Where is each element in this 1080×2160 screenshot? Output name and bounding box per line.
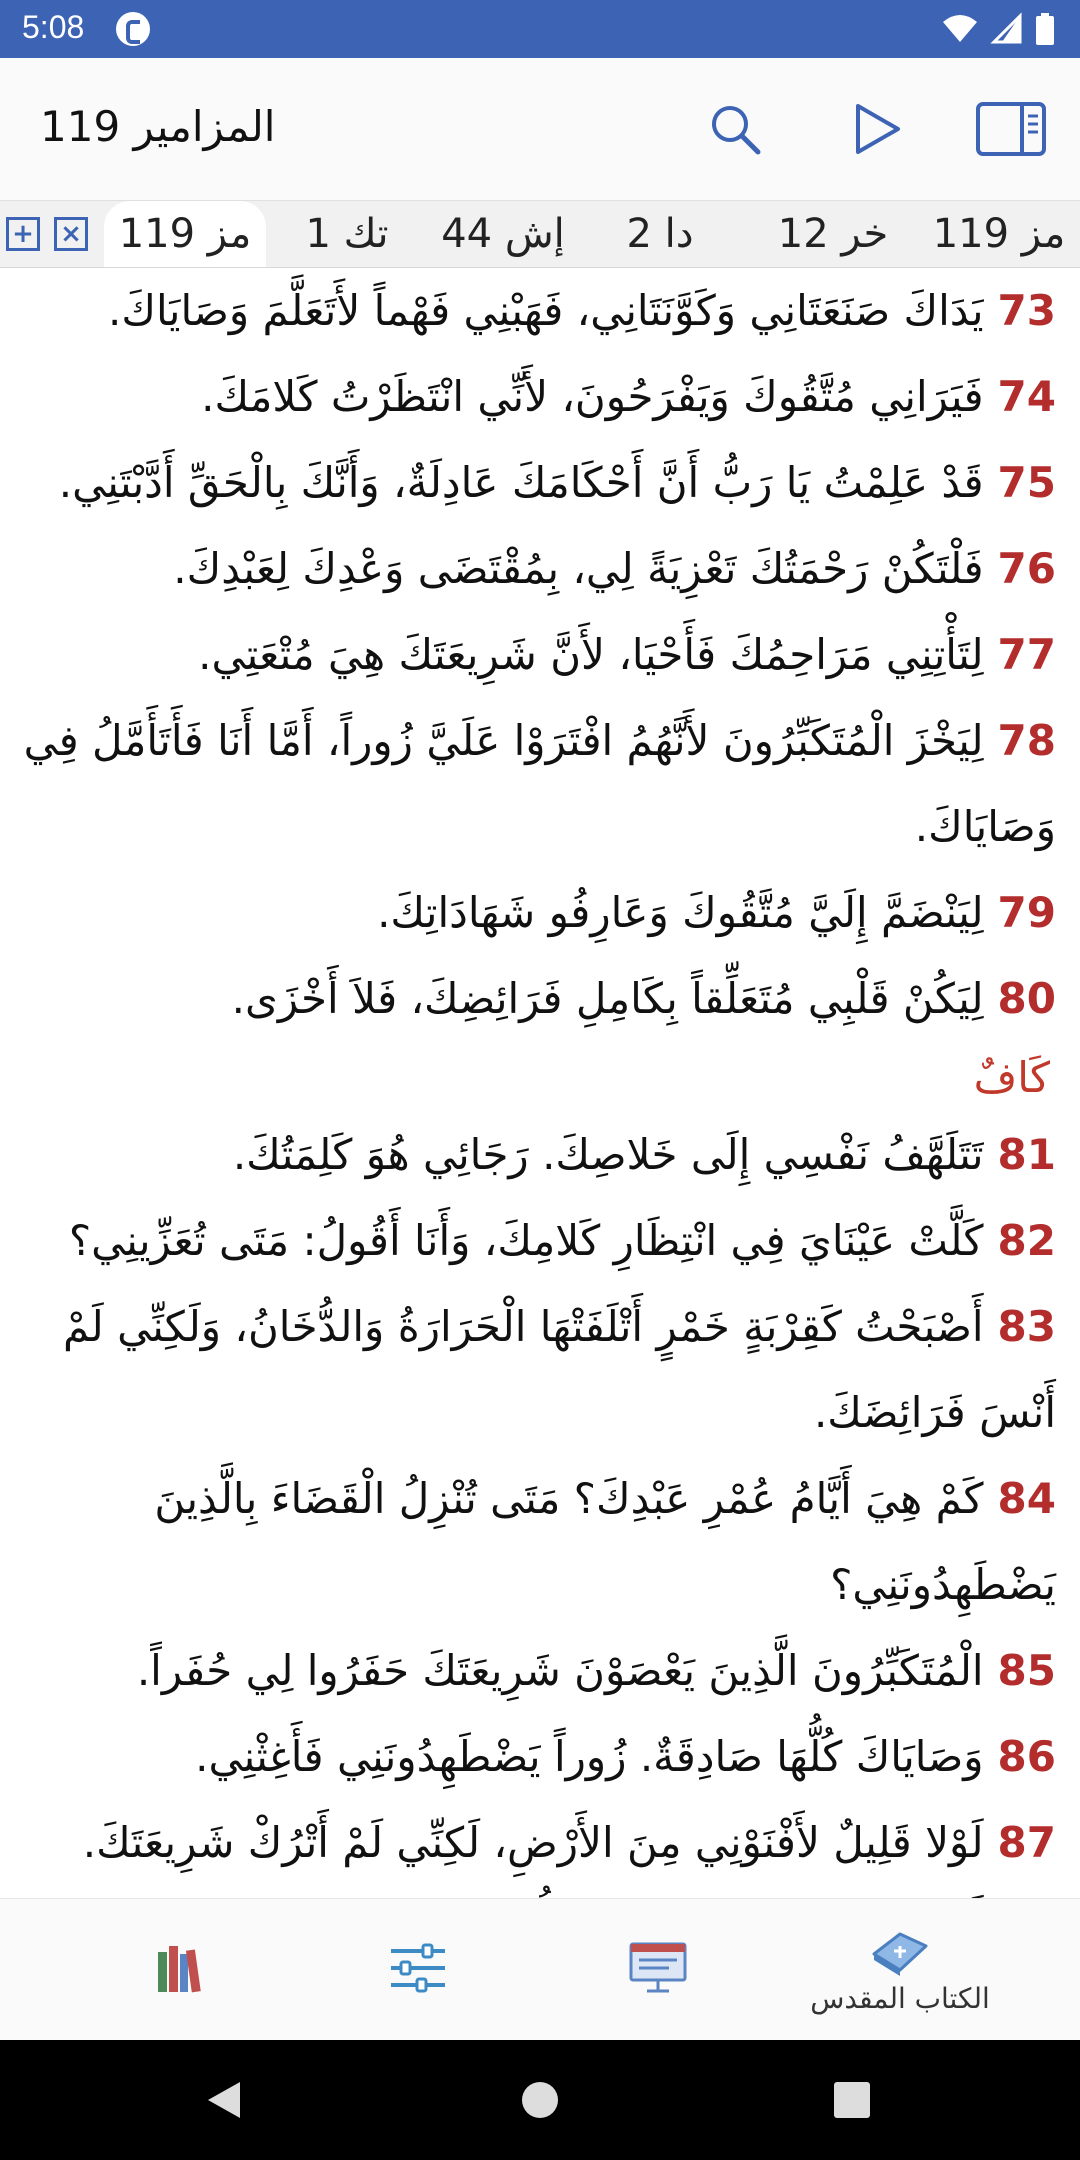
verse-text: لِيَخْزَ الْمُتَكَبِّرُونَ لأَنَّهُمُ افْتَرَوْا عَلَيَّ زُوراً، أَمَّا أَنَا فَأَتَأَمَّلُ فِي وَصَايَاكَ. [23, 716, 1056, 851]
verse-number: 81 [997, 1130, 1056, 1179]
verse[interactable] [16, 1198, 1056, 1284]
nav-settings[interactable] [318, 1899, 518, 2041]
presentation-icon [629, 1942, 687, 1994]
tab-bar [0, 200, 1080, 268]
play-button[interactable] [842, 96, 912, 162]
page-title[interactable]: المزامير 119 [40, 102, 276, 151]
sidebar-toggle-button[interactable] [976, 96, 1046, 162]
verse-text: كَمْ هِيَ أَيَّامُ عُمْرِ عَبْدِكَ؟ مَتَى تُنْزِلُ الْقَضَاءَ بِالَّذِينَ يَضْطَهِدُونَنِي؟ [154, 1474, 1056, 1609]
back-icon [204, 2078, 244, 2122]
library-icon [156, 1942, 200, 1994]
verse-text: تَتَلَهَّفُ نَفْسِي إِلَى خَلاصِكَ. رَجَائِي هُوَ كَلِمَتُكَ. [232, 1130, 984, 1179]
search-button[interactable] [700, 96, 770, 162]
verse[interactable] [16, 1456, 1056, 1628]
bible-icon [870, 1926, 930, 1978]
tab-item[interactable]: إش 44 [441, 211, 565, 257]
status-bar [0, 0, 1080, 58]
verse-text: لِتَأْتِنِي مَرَاحِمُكَ فَأَحْيَا، لأَنَّ شَرِيعَتَكَ هِيَ مُتْعَتِي. [198, 630, 984, 679]
verse[interactable] [16, 698, 1056, 870]
verse-number: 79 [997, 888, 1056, 937]
verse[interactable] [16, 354, 1056, 440]
app-header [0, 58, 1080, 200]
verse[interactable] [16, 1112, 1056, 1198]
signal-icon [992, 14, 1022, 44]
verse-number: 85 [997, 1646, 1056, 1695]
verse-number: 80 [997, 974, 1056, 1023]
close-tab-button[interactable]: × [54, 217, 88, 251]
verse[interactable] [16, 268, 1056, 354]
verse[interactable] [16, 1628, 1056, 1714]
verse-text: لِيَكُنْ قَلْبِي مُتَعَلِّقاً بِكَامِلِ فَرَائِضِكَ، فَلاَ أَخْزَى. [231, 974, 984, 1023]
verse[interactable] [16, 870, 1056, 956]
tab-active[interactable]: مز 119 [104, 201, 266, 267]
verse-text: قَدْ عَلِمْتُ يَا رَبُّ أَنَّ أَحْكَامَكَ عَادِلَةٌ، وَأَنَّكَ بِالْحَقِّ أَدَّبْتَنِي. [58, 458, 984, 507]
bottom-nav [0, 1898, 1080, 2040]
verse-text: كَلَّتْ عَيْنَايَ فِي انْتِظَارِ كَلامِكَ، وَأَنَا أَقُولُ: مَتَى تُعَزِّينِي؟ [68, 1216, 984, 1265]
verse-number: 82 [997, 1216, 1056, 1265]
tab-item[interactable]: دا 2 [626, 211, 694, 257]
verse-number: 73 [997, 286, 1056, 335]
back-button[interactable] [194, 2070, 254, 2130]
play-icon [852, 102, 902, 156]
home-button[interactable] [510, 2070, 570, 2130]
verse-text: الْمُتَكَبِّرُونَ الَّذِينَ يَعْصَوْنَ شَرِيعَتَكَ حَفَرُوا لِي حُفَراً. [136, 1646, 984, 1695]
verse-text: أَصْبَحْتُ كَقِرْبَةٍ خَمْرٍ أَتْلَفَتْهَا الْحَرَارَةُ وَالدُّخَانُ، وَلَكِنِّي لَمْ أَنْسَ فَرَائِضَكَ. [62, 1302, 1056, 1437]
nav-label: الكتاب المقدس [810, 1981, 990, 2015]
verse[interactable] [16, 956, 1056, 1042]
verse-number: 86 [997, 1732, 1056, 1781]
sidebar-toggle-icon [976, 102, 1046, 156]
verse-number: 84 [997, 1474, 1056, 1523]
home-icon [520, 2080, 560, 2120]
section-heading: كَافٌ [973, 1053, 1050, 1102]
add-tab-button[interactable]: + [6, 217, 40, 251]
verse-number: 83 [997, 1302, 1056, 1351]
verse-number: 74 [997, 372, 1056, 421]
verse-text: فَيَرَانِي مُتَّقُوكَ وَيَفْرَحُونَ، لأَنِّي انْتَظَرْتُ كَلامَكَ. [201, 372, 984, 421]
recents-icon [832, 2080, 872, 2120]
verse[interactable] [16, 612, 1056, 698]
verse-number: 87 [997, 1818, 1056, 1867]
wifi-icon [942, 14, 978, 44]
verse[interactable] [16, 440, 1056, 526]
status-time: 5:08 [22, 9, 85, 45]
verse[interactable] [16, 1714, 1056, 1800]
verse-text: لِيَنْضَمَّ إِلَيَّ مُتَّقُوكَ وَعَارِفُو شَهَادَاتِكَ. [377, 888, 984, 937]
verse-number: 78 [997, 716, 1056, 765]
search-icon [708, 102, 762, 156]
tab-item[interactable]: مز 119 [932, 211, 1066, 257]
verse-text: لَوْلا قَلِيلٌ لأَفْنَوْنِي مِنَ الأَرْضِ، لَكِنِّي لَمْ أَتْرُكْ شَرِيعَتَكَ. [82, 1818, 984, 1867]
status-icons [942, 10, 1054, 48]
verse-number: 75 [997, 458, 1056, 507]
verse-number: 77 [997, 630, 1056, 679]
nav-library[interactable] [78, 1899, 278, 2041]
verse-text: فَلْتَكُنْ رَحْمَتُكَ تَعْزِيَةً لِي، بِمُقْتَضَى وَعْدِكَ لِعَبْدِكَ. [173, 544, 984, 593]
nav-presentation[interactable] [558, 1899, 758, 2041]
verse-text: يَدَاكَ صَنَعَتَانِي وَكَوَّنَتَانِي، فَهَبْنِي فَهْماً لأَتَعَلَّمَ وَصَايَاكَ. [108, 286, 984, 335]
verse-text: وَصَايَاكَ كُلُّهَا صَادِقَةٌ. زُوراً يَضْطَهِدُونَنِي فَأَغِثْنِي. [195, 1732, 984, 1781]
verse[interactable] [16, 526, 1056, 612]
nav-bible[interactable] [800, 1899, 1000, 2041]
tab-item[interactable]: تك 1 [305, 211, 389, 257]
verse-list [0, 268, 1080, 1898]
verse-number: 76 [997, 544, 1056, 593]
settings-sliders-icon [389, 1943, 447, 1993]
system-nav-bar [0, 2040, 1080, 2160]
recents-button[interactable] [822, 2070, 882, 2130]
notification-icon [116, 12, 150, 46]
battery-icon [1036, 13, 1054, 45]
verse[interactable] [16, 1284, 1056, 1456]
tab-item[interactable]: خر 12 [777, 211, 889, 257]
verse[interactable] [16, 1800, 1056, 1886]
